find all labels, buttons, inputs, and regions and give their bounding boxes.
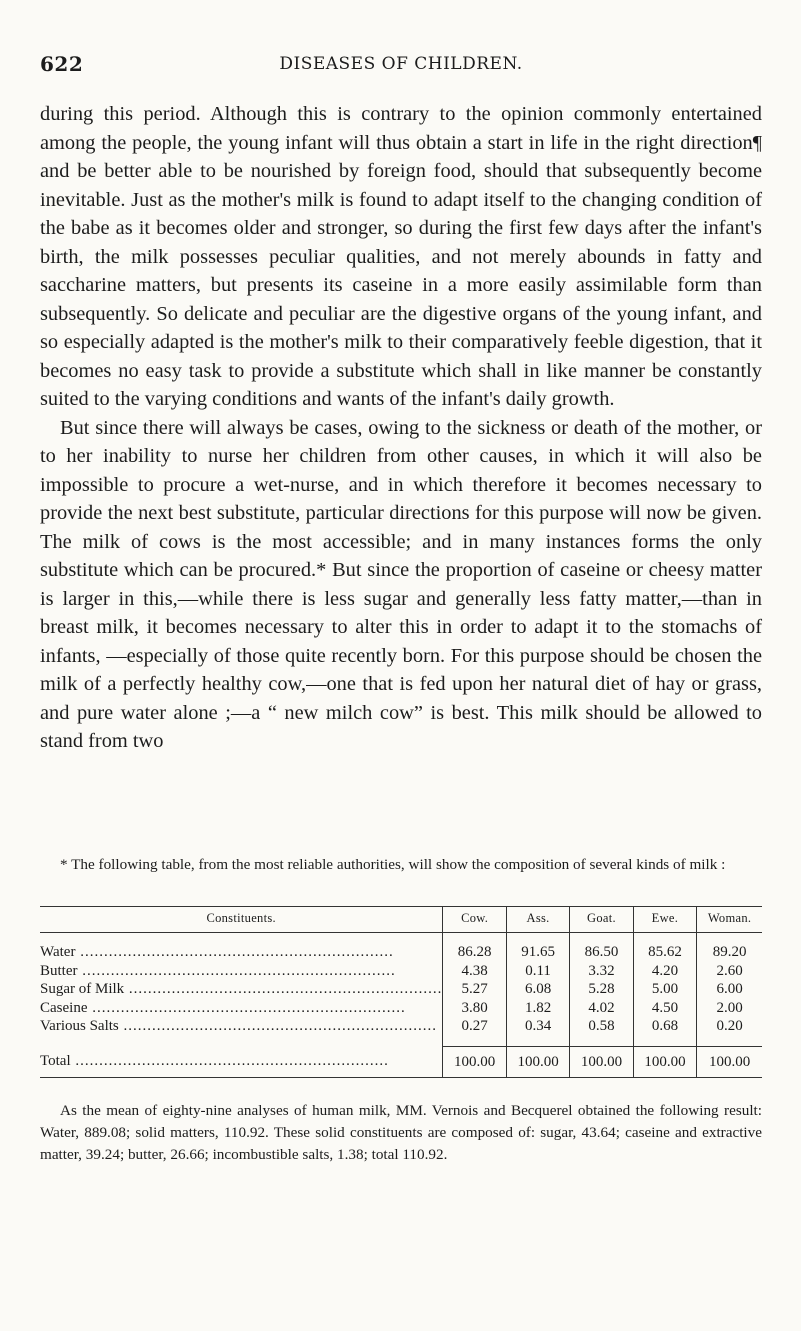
footnote-paragraph: As the mean of eighty-nine analyses of human milk, MM. Vernois and Becquerel obtained the following result: Water, 889.08; solid matters, 110.92. These solid constituents are composed of: sugar, 43.64; caseine and extractive matter, 39.24; butter, 26.66; incombustible salts, 1.38; total 110.92. (40, 1102, 762, 1163)
row-label: Various Salts (40, 1018, 119, 1035)
cell: 1.82 (506, 999, 569, 1018)
column-header: Woman. (697, 907, 762, 933)
cell: 0.58 (570, 1017, 633, 1046)
column-header: Ass. (506, 907, 569, 933)
table-header-row (40, 907, 762, 933)
column-header: Ewe. (633, 907, 696, 933)
row-label: Total (40, 1053, 71, 1070)
cell: 4.20 (633, 962, 696, 981)
cell: 0.27 (443, 1017, 506, 1046)
cell: 91.65 (506, 933, 569, 962)
table-row (40, 933, 762, 962)
footnote-intro: * The following table, from the most reliable authorities, will show the composition of several kinds of milk : (60, 856, 726, 873)
row-label: Butter (40, 962, 78, 979)
main-text (40, 100, 762, 756)
cell: 3.80 (443, 999, 506, 1018)
cell: 4.02 (570, 999, 633, 1018)
cell: 6.08 (506, 980, 569, 999)
cell: 4.38 (443, 962, 506, 981)
cell: 89.20 (697, 933, 762, 962)
row-label: Water (40, 944, 76, 960)
cell: 0.11 (506, 962, 569, 981)
column-header: Cow. (443, 907, 506, 933)
cell: 2.60 (697, 962, 762, 981)
cell: 5.27 (443, 980, 506, 999)
paragraph: during this period. Although this is contrary to the opinion commonly entertained among the people, the young infant will thus obtain a start in life in the right direction¶ and be better able to be nourished by foreign food, should that subsequently become inevitable. Just as the mother's milk is found to adapt itself to the changing condition of the babe as it becomes older and stronger, so during the first few days after the infant's birth, the milk possesses peculiar qualities, and not merely abounds in fatty and saccharine matters, but presents its caseine in a more easily assimilable form than subsequently. So delicate and peculiar are the digestive organs of the young infant, and so especially adapted is the mother's milk to their comparatively feeble digestion, that it becomes no easy task to provide a substitute which shall in like manner be constantly suited to the varying conditions and wants of the infant's daily growth. (40, 103, 762, 410)
table-total-row (40, 1046, 762, 1078)
row-label: Sugar of Milk (40, 981, 125, 997)
cell: 2.00 (697, 999, 762, 1018)
cell: 86.50 (570, 933, 633, 962)
cell: 0.34 (506, 1017, 569, 1046)
cell: 3.32 (570, 962, 633, 981)
milk-composition-table (40, 906, 762, 1078)
cell: 0.20 (697, 1017, 762, 1046)
table-row (40, 999, 762, 1018)
column-header: Constituents. (40, 907, 443, 933)
table-row (40, 1017, 762, 1046)
row-label: Caseine (40, 999, 88, 1016)
cell: 6.00 (697, 980, 762, 999)
cell: 85.62 (633, 933, 696, 962)
table-row (40, 962, 762, 981)
table-row (40, 980, 762, 999)
running-title: DISEASES OF CHILDREN. (279, 54, 523, 74)
cell: 100.00 (697, 1046, 762, 1078)
cell: 0.68 (633, 1017, 696, 1046)
cell: 100.00 (570, 1046, 633, 1078)
cell: 5.28 (570, 980, 633, 999)
cell: 100.00 (633, 1046, 696, 1078)
column-header: Goat. (570, 907, 633, 933)
page-number: 622 (40, 52, 84, 76)
cell: 4.50 (633, 999, 696, 1018)
cell: 100.00 (506, 1046, 569, 1078)
cell: 100.00 (443, 1046, 506, 1078)
cell: 86.28 (443, 933, 506, 962)
cell: 5.00 (633, 980, 696, 999)
paragraph: But since there will always be cases, owing to the sickness or death of the mother, or to her inability to nurse her children from other causes, in which it will also be impossible to procure a wet-nurse, and in which therefore it becomes necessary to provide the next best substitute, particular directions for this purpose will now be given. The milk of cows is the most accessible; and in many instances forms the only substitute which can be procured.* But since the proportion of caseine or cheesy matter is larger in this,—while there is less sugar and generally less fatty matter,—than in breast milk, it becomes necessary to alter this in order to adapt it to the stomachs of infants, —especially of those quite recently born. For this purpose should be chosen the milk of a perfectly healthy cow,—one that is fed upon her natural diet of hay or grass, and pure water alone ;—a “ new milch cow” is best. This milk should be allowed to stand from two (40, 416, 762, 752)
footnote (40, 854, 762, 876)
page-header (40, 52, 762, 82)
footnote-continuation (40, 1100, 762, 1166)
